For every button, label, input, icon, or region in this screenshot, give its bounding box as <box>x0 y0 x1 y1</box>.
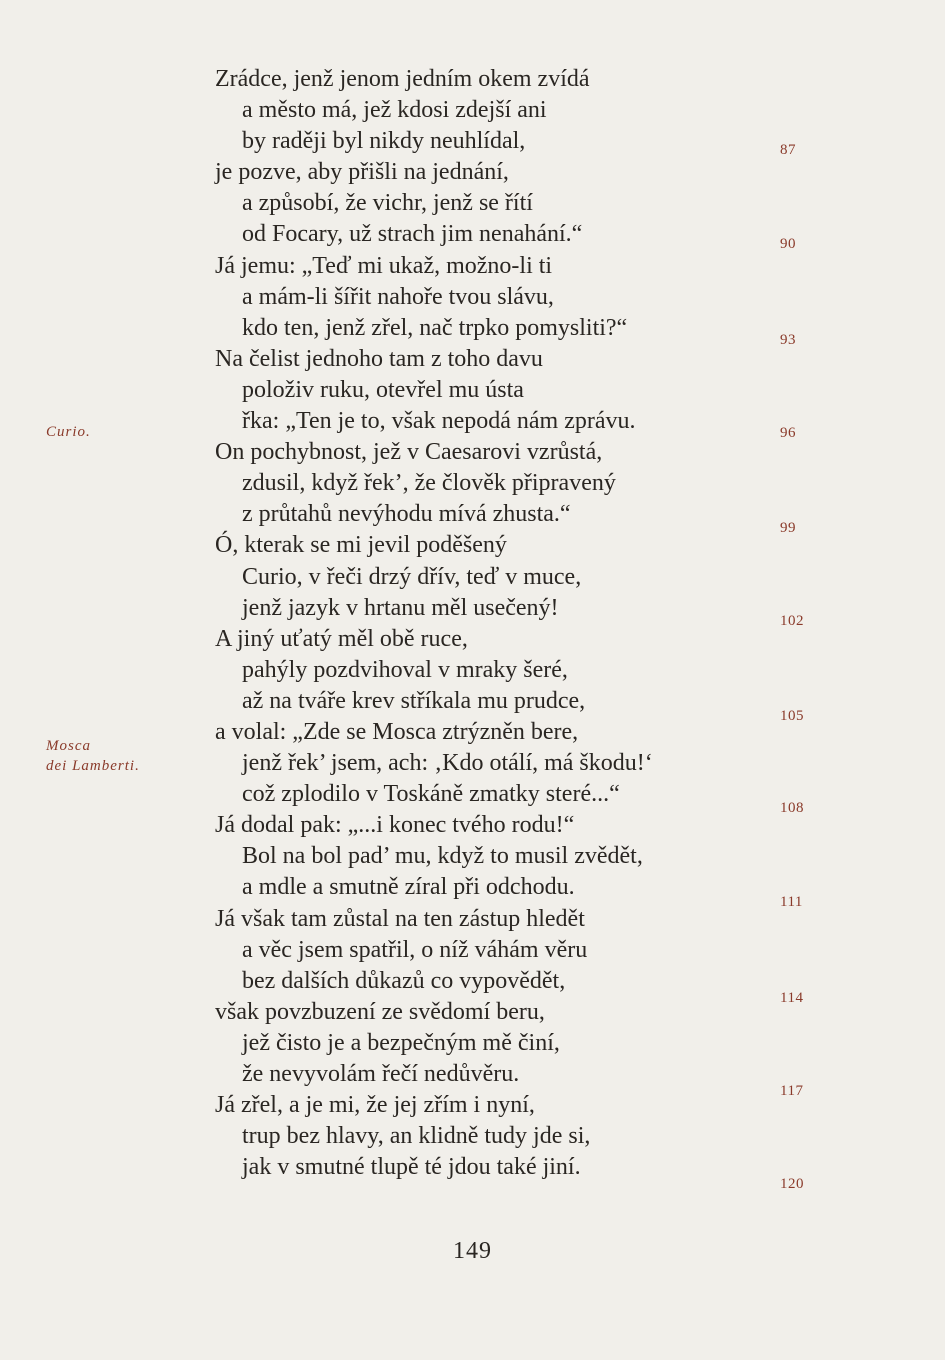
verse-line: Zrádce, jenž jenom jedním okem zvídá <box>215 66 590 92</box>
verse-line: Já však tam zůstal na ten zástup hledět <box>215 905 585 932</box>
line-number: 120 <box>780 1176 804 1192</box>
verse-line: trup bez hlavy, an klidně tudy jde si, <box>242 1123 591 1150</box>
page-number: 149 <box>453 1238 492 1264</box>
line-number: 114 <box>780 990 804 1006</box>
line-number: 96 <box>780 425 796 441</box>
margin-gloss-curio: Curio. <box>46 424 91 440</box>
verse-line: však povzbuzení ze svědomí beru, <box>215 998 545 1025</box>
verse-block <box>215 64 653 1183</box>
verse-line: jenž jazyk v hrtanu měl usečený! <box>242 594 559 621</box>
verse-line: zdusil, když řek’, že člověk připravený <box>242 470 616 497</box>
verse-line: Já jemu: „Teď mi ukaž, možno-li ti <box>215 252 553 279</box>
verse-line: že nevyvolám řečí nedůvěru. <box>242 1061 520 1087</box>
line-number: 102 <box>780 613 804 629</box>
verse-line: jež čisto je a bezpečným mě činí, <box>242 1029 560 1056</box>
verse-line: a mám-li šířit nahoře tvou slávu, <box>242 283 554 310</box>
verse-line: Ó, kterak se mi jevil poděšený <box>215 532 507 559</box>
verse-line: a mdle a smutně zíral při odchodu. <box>242 874 575 901</box>
verse-line: což zplodilo v Toskáně zmatky steré...“ <box>242 781 620 808</box>
verse-line: od Focary, už strach jim nenahání.“ <box>242 221 583 248</box>
verse-line: z průtahů nevýhodu mívá zhusta.“ <box>242 501 571 528</box>
verse-line: a město má, jež kdosi zdejší ani <box>242 97 547 124</box>
verse-line: položiv ruku, otevřel mu ústa <box>242 376 524 403</box>
line-number: 108 <box>780 800 804 816</box>
verse-line: je pozve, aby přišli na jednání, <box>215 159 509 186</box>
line-number: 99 <box>780 520 796 536</box>
margin-gloss-mosca-line2: dei Lamberti. <box>46 758 140 774</box>
verse-line: Na čelist jednoho tam z toho davu <box>215 345 543 372</box>
verse-line: Bol na bol pad’ mu, když to musil zvědět, <box>242 843 643 870</box>
verse-line: A jiný uťatý měl obě ruce, <box>215 625 468 652</box>
line-number: 93 <box>780 332 796 348</box>
verse-line: jak v smutné tlupě té jdou také jiní. <box>242 1154 581 1181</box>
verse-line: řka: „Ten je to, však nepodá nám zprávu. <box>242 408 636 435</box>
margin-gloss-mosca <box>46 736 140 776</box>
verse-line: Já dodal pak: „...i konec tvého rodu!“ <box>215 812 575 839</box>
verse-line: On pochybnost, jež v Caesarovi vzrůstá, <box>215 439 603 466</box>
line-number: 105 <box>780 708 804 724</box>
verse-line: a způsobí, že vichr, jenž se řítí <box>242 190 533 217</box>
verse-line: a věc jsem spatřil, o níž váhám věru <box>242 936 588 963</box>
margin-gloss-mosca-line1: Mosca <box>46 738 91 754</box>
verse-line: Curio, v řeči drzý dřív, teď v muce, <box>242 563 582 590</box>
verse-line: by raději byl nikdy neuhlídal, <box>242 128 526 155</box>
line-number: 111 <box>780 894 803 910</box>
verse-line: a volal: „Zde se Mosca ztrýzněn bere, <box>215 718 579 745</box>
verse-line: Já zřel, a je mi, že jej zřím i nyní, <box>215 1092 535 1119</box>
verse-line: až na tváře krev stříkala mu prudce, <box>242 687 586 714</box>
line-number: 117 <box>780 1083 804 1099</box>
verse-line: kdo ten, jenž zřel, nač trpko pomysliti?“ <box>242 314 628 341</box>
line-number: 87 <box>780 142 796 158</box>
line-number: 90 <box>780 236 796 252</box>
verse-line: pahýly pozdvihoval v mraky šeré, <box>242 656 568 683</box>
verse-line: bez dalších důkazů co vypovědět, <box>242 967 566 994</box>
verse-line: jenž řek’ jsem, ach: ‚Kdo otálí, má škodu!‘ <box>242 750 653 777</box>
